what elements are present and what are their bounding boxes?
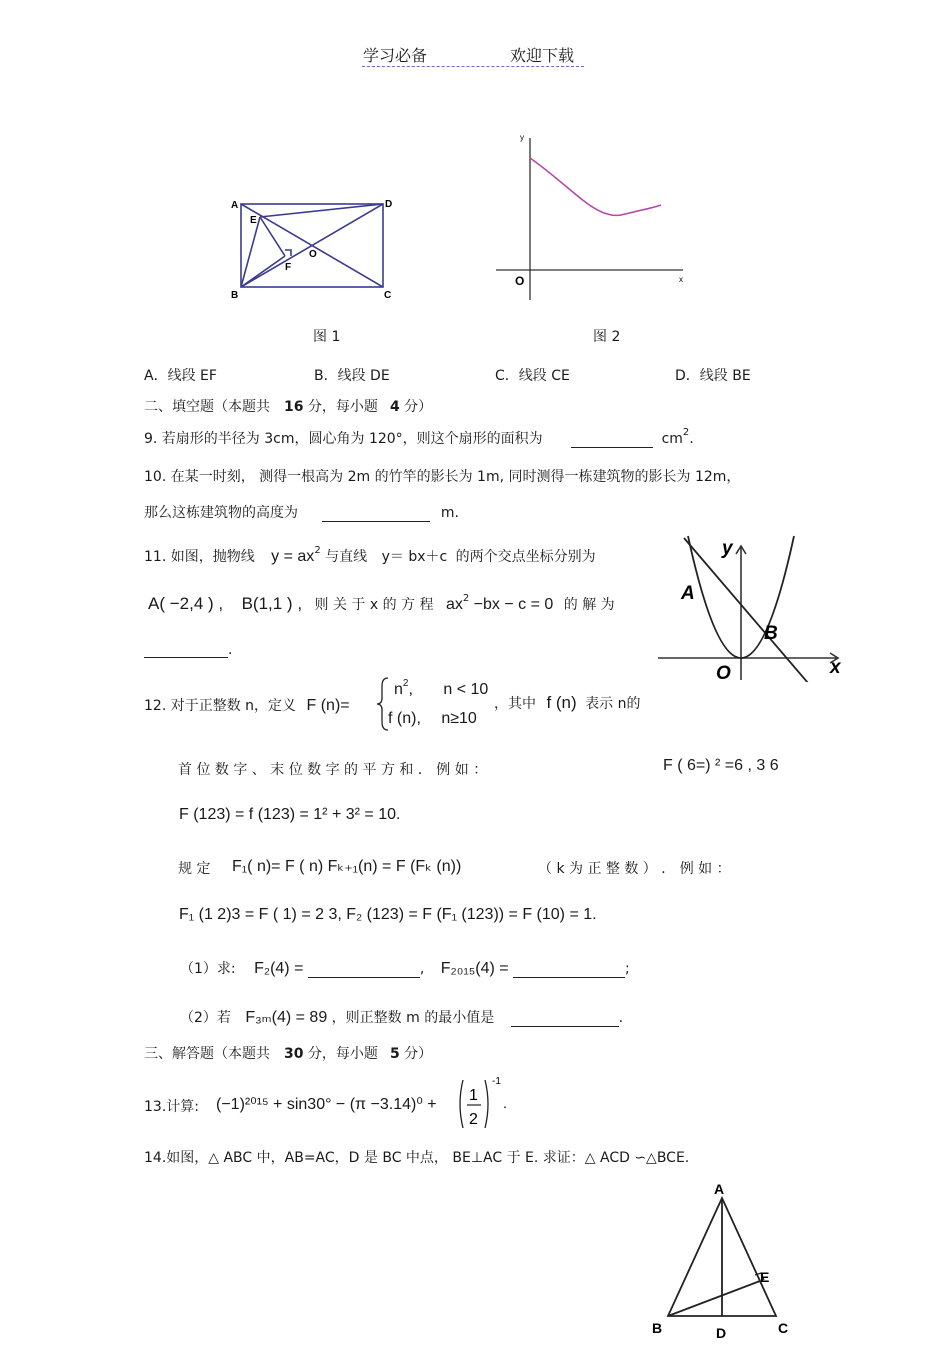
question-10-line-2: 那么这栋建筑物的高度为 m. bbox=[144, 505, 459, 521]
q12-part-1-blank-b bbox=[513, 963, 625, 978]
section-3-heading: 三、解答题（本题共 30 分，每小题 5 分） bbox=[144, 1046, 433, 1062]
fig3-o-label: O bbox=[716, 663, 731, 682]
option-a: A．线段 EF bbox=[144, 368, 217, 384]
fig1-label-d: D bbox=[385, 199, 393, 210]
question-12-line-3: F (123) = f (123) = 1² + 3² = 10. bbox=[179, 806, 401, 823]
question-12-line-4-label: 规 定 bbox=[178, 861, 211, 877]
question-10-line-1: 10. 在某一时刻， 测得一根高为 2m 的竹竿的影长为 1m, 同时测得一栋建筑物的影长为 12m， bbox=[144, 469, 741, 485]
fig1-label-b: B bbox=[231, 290, 239, 301]
fig3-y-label: y bbox=[722, 538, 733, 559]
fig4-label-e: E bbox=[760, 1269, 770, 1285]
question-11-line-2: A( −2,4 ) , B(1,1 ) , 则 关 于 x 的 方 程 $ax^2 -bx - c = 0$ 的 解 为 bbox=[148, 593, 615, 613]
fig4-label-a: A bbox=[714, 1181, 725, 1197]
fig4-label-c: C bbox=[778, 1320, 789, 1336]
q13-exponent: -1 bbox=[492, 1076, 501, 1087]
q11-blank bbox=[144, 643, 228, 658]
fig1-label-a: A bbox=[231, 200, 239, 211]
question-12-line-5: F₁ (1 2)3 = F ( 1) = 2 3, F₂ (123) = F (F₁ (123)) = F (10) = 1. bbox=[179, 906, 597, 923]
figure-2-graph bbox=[493, 128, 693, 304]
figure-4-triangle bbox=[648, 1178, 798, 1345]
figure-1-rectangle bbox=[225, 192, 405, 304]
fig3-a-label: A bbox=[681, 583, 695, 604]
header-divider bbox=[362, 66, 584, 67]
question-11-line-1: 11. 如图，抛物线 $y = ax^2$ 与直线 y＝ bx＋c 的两个交点坐标分别为 bbox=[144, 545, 596, 565]
question-12-intro: 12. 对于正整数 n，定义 F (n)= bbox=[144, 697, 350, 714]
q13-numerator: 1 bbox=[469, 1087, 478, 1104]
option-b: B．线段 DE bbox=[314, 368, 390, 384]
q13-fraction bbox=[455, 1074, 515, 1134]
figure-3-parabola bbox=[654, 530, 850, 682]
fig1-label-c: C bbox=[384, 290, 392, 301]
fig1-label-e: E bbox=[250, 215, 257, 226]
q12-case-2: f (n), n≥10 bbox=[388, 710, 477, 727]
fig2-x-label: x bbox=[679, 275, 683, 284]
figure-2-caption: 图 2 bbox=[593, 329, 621, 345]
fig4-label-b: B bbox=[652, 1320, 663, 1336]
question-12-line-2: 首 位 数 字 、 末 位 数 字 的 平 方 和 ． 例 如 ： bbox=[178, 762, 488, 778]
header-left: 学习必备 bbox=[363, 46, 428, 65]
q12-case-1: $n^2$, n < 10 bbox=[394, 678, 489, 698]
question-13-expression: (−1)²⁰¹⁵ + sin30° − (π −3.14)⁰ + bbox=[216, 1096, 437, 1113]
question-14: 14.如图，△ ABC 中，AB=AC，D 是 BC 中点， BE⊥AC 于 E. 求证：△ ACD ∽△BCE. bbox=[144, 1150, 690, 1166]
question-12-intro-cont: ，其中 f (n) 表示 n的 bbox=[494, 693, 641, 712]
question-11-line-3: . bbox=[144, 642, 232, 658]
q10-blank bbox=[322, 507, 430, 522]
question-12-line-4-cont: （ k 为 正 整 数 ） ． 例 如 ： bbox=[538, 861, 731, 877]
fig3-b-label: B bbox=[764, 623, 778, 644]
question-12-part-2: （2）若 F₃ₘ(4) = 89 ，则正整数 m 的最小值是 . bbox=[180, 1009, 624, 1026]
question-12-part-1: （1）求: F₂(4) = , F₂₀₁₅(4) = ; bbox=[180, 960, 630, 977]
q12-part-1-blank-a bbox=[308, 963, 420, 978]
question-12-example-1: F ( 6=) ² =6 , 3 6 bbox=[663, 757, 779, 774]
question-12-line-4-def: F₁( n)= F ( n) Fₖ₊₁(n) = F (Fₖ (n)) bbox=[232, 858, 462, 875]
fig2-origin-label: O bbox=[515, 274, 525, 288]
question-9: 9. 若扇形的半径为 3cm，圆心角为 120°，则这个扇形的面积为 $cm^2$. bbox=[144, 427, 694, 447]
option-c: C．线段 CE bbox=[495, 368, 570, 384]
q12-part-2-blank bbox=[511, 1012, 619, 1027]
fig3-x-label: x bbox=[830, 657, 841, 678]
fig1-label-f: F bbox=[285, 262, 292, 273]
header-right: 欢迎下载 bbox=[510, 46, 575, 65]
question-13-label: 13.计算: bbox=[144, 1099, 199, 1115]
option-d: D．线段 BE bbox=[675, 368, 751, 384]
q13-period: . bbox=[503, 1095, 507, 1111]
q13-denominator: 2 bbox=[469, 1111, 478, 1128]
fig2-y-label: y bbox=[520, 133, 524, 142]
fig1-label-o: O bbox=[309, 249, 317, 260]
section-2-heading: 二、填空题（本题共 16 分，每小题 4 分） bbox=[144, 399, 433, 415]
fig4-label-d: D bbox=[716, 1325, 727, 1341]
figure-1-caption: 图 1 bbox=[313, 329, 341, 345]
q9-blank bbox=[571, 433, 653, 448]
